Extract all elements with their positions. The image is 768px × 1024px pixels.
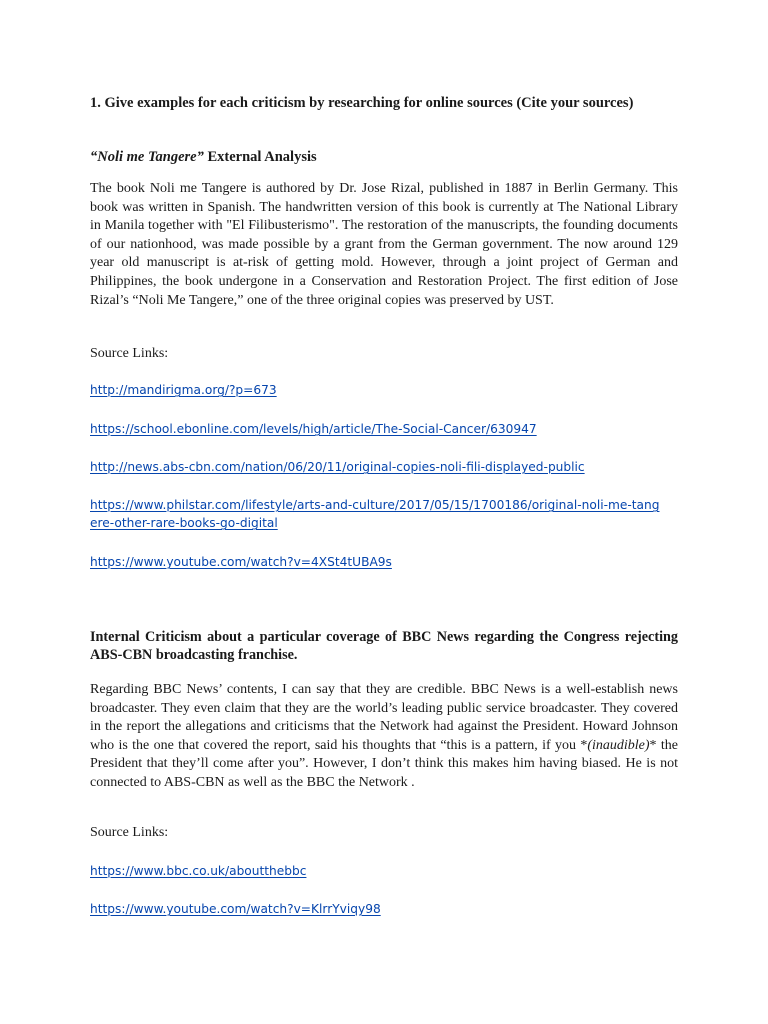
source-link-mandirigma[interactable]: http://mandirigma.org/?p=673: [90, 383, 277, 397]
internal-criticism-paragraph: [90, 681, 678, 793]
internal-paragraph-part-1: Regarding BBC News’ contents, I can say that they are credible. BBC News is a well-establish news broadcaster. They even claim that they are the world’s leading public service broadcaster. They covered in the report the allegations and criticisms that the Network had against the President. Howard Johnson who is the one that covered the report, said his thoughts that “this is a pattern, if you *: [90, 682, 678, 753]
source-link-bbc[interactable]: https://www.bbc.co.uk/aboutthebbc: [90, 864, 307, 878]
source-link-youtube-noli[interactable]: https://www.youtube.com/watch?v=4XSt4tUBA9s: [90, 555, 392, 569]
source-link-ebonline[interactable]: https://school.ebonline.com/levels/high/article/The-Social-Cancer/630947: [90, 422, 537, 436]
question-heading: 1. Give examples for each criticism by researching for online sources (Cite your sources): [90, 95, 634, 111]
internal-paragraph-part-2: * the President that they’ll come after you”. However, I don’t think this makes him having biased. He is not connected to ABS-CBN as well as the BBC the Network .: [90, 737, 678, 790]
external-source-links-label: Source Links:: [90, 346, 169, 361]
document-page: [90, 0, 678, 1024]
internal-paragraph-italic: (inaudible): [587, 737, 650, 753]
external-analysis-title: [90, 148, 678, 166]
external-analysis-paragraph: The book Noli me Tangere is authored by Dr. Jose Rizal, published in 1887 in Berlin Germany. This book was written in Spanish. The handwritten version of this book is currently at The National Library in Manila together with "El Filibusterismo". The restoration of the manuscripts, the founding documents of our nationhood, was made possible by a grant from the German government. The now around 129 year old manuscript is at-risk of getting mold. However, through a joint project of German and Philippines, the book undergone in a Conservation and Restoration Project. The first edition of Jose Rizal’s “Noli Me Tangere,” one of the three original copies was preserved by UST.: [90, 181, 678, 308]
external-title-rest: External Analysis: [203, 149, 317, 165]
source-link-abs-cbn[interactable]: http://news.abs-cbn.com/nation/06/20/11/original-copies-noli-fili-displayed-public: [90, 460, 585, 474]
external-title-italic: “Noli me Tangere”: [90, 149, 204, 165]
internal-criticism-title: Internal Criticism about a particular coverage of BBC News regarding the Congress rejecting ABS-CBN broadcasting franchise.: [90, 629, 678, 663]
internal-source-links-label: Source Links:: [90, 825, 169, 840]
source-link-philstar[interactable]: https://www.philstar.com/lifestyle/arts-and-culture/2017/05/15/1700186/original-noli-me-tangere-other-rare-books-go-digital: [90, 498, 660, 530]
source-link-youtube-bbc[interactable]: https://www.youtube.com/watch?v=KlrrYviqy98: [90, 902, 381, 916]
